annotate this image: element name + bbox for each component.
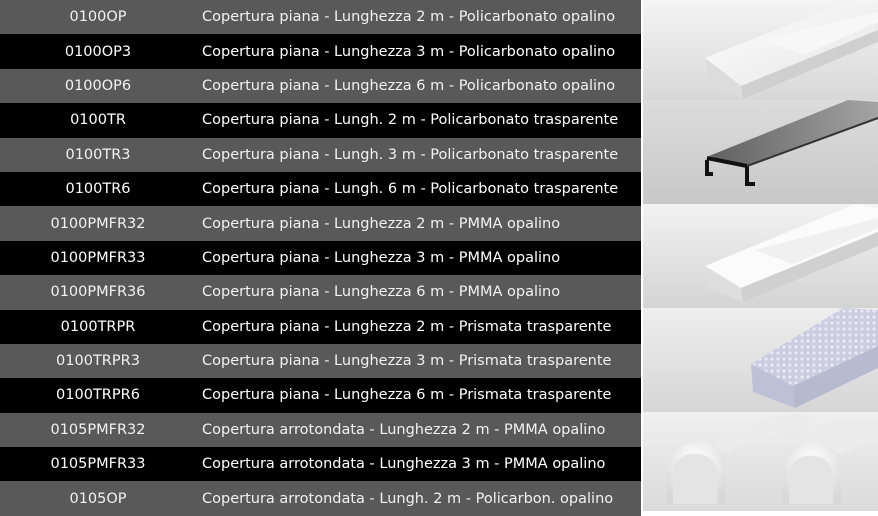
product-description: Copertura piana - Lunghezza 3 m - Policarbonato opalino (202, 43, 616, 60)
rounded-opal-cover-image (643, 412, 878, 511)
table-row (0, 206, 641, 240)
product-code: 0100PMFR33 (50, 249, 146, 266)
product-code: 0100TR (70, 112, 126, 129)
product-code: 0100OP6 (64, 77, 132, 94)
product-code: 0100TR3 (65, 146, 131, 163)
table-row (0, 447, 641, 481)
product-description: Copertura piana - Lunghezza 3 m - PMMA opalino (202, 249, 561, 266)
table-row (0, 344, 641, 378)
table-row (0, 0, 641, 34)
product-description: Copertura arrotondata - Lunghezza 3 m - PMMA opalino (202, 456, 606, 473)
product-code: 0100PMFR32 (50, 215, 146, 232)
product-description: Copertura piana - Lunghezza 6 m - PMMA opalino (202, 284, 561, 301)
flat-transparent-polycarbonate-cover-image (643, 100, 878, 204)
table-row (0, 413, 641, 447)
product-description: Copertura piana - Lunghezza 3 m - Prismata trasparente (202, 353, 612, 370)
table-row (0, 275, 641, 309)
product-code: 0100PMFR36 (50, 284, 146, 301)
product-description: Copertura piana - Lungh. 3 m - Policarbonato trasparente (202, 146, 619, 163)
product-code: 0105OP (69, 490, 127, 507)
product-code: 0100OP3 (64, 43, 132, 60)
product-images (643, 0, 878, 511)
product-code: 0100TRPR (60, 318, 136, 335)
product-code: 0100TR6 (65, 181, 131, 198)
product-description: Copertura arrotondata - Lunghezza 2 m - PMMA opalino (202, 421, 606, 438)
product-description: Copertura arrotondata - Lungh. 2 m - Policarbon. opalino (202, 490, 614, 507)
table-row (0, 34, 641, 68)
product-description: Copertura piana - Lungh. 2 m - Policarbonato trasparente (202, 112, 619, 129)
table-row (0, 241, 641, 275)
product-code: 0105PMFR33 (50, 456, 146, 473)
product-description: Copertura piana - Lunghezza 2 m - PMMA opalino (202, 215, 561, 232)
table-row (0, 138, 641, 172)
product-description: Copertura piana - Lunghezza 2 m - Prismata trasparente (202, 318, 612, 335)
product-description: Copertura piana - Lunghezza 2 m - Policarbonato opalino (202, 9, 616, 26)
product-description: Copertura piana - Lunghezza 6 m - Policarbonato opalino (202, 77, 616, 94)
product-code: 0100OP (69, 9, 127, 26)
table-row (0, 378, 641, 412)
product-description: Copertura piana - Lungh. 6 m - Policarbonato trasparente (202, 181, 619, 198)
table-row (0, 310, 641, 344)
flat-prismatic-transparent-cover-image (643, 308, 878, 412)
table-row (0, 172, 641, 206)
table-row (0, 103, 641, 137)
flat-opal-polycarbonate-cover-image (643, 0, 878, 100)
product-code: 0100TRPR3 (56, 353, 140, 370)
product-code: 0100TRPR6 (56, 387, 140, 404)
product-description: Copertura piana - Lunghezza 6 m - Prismata trasparente (202, 387, 612, 404)
product-code: 0105PMFR32 (50, 421, 146, 438)
flat-opal-pmma-cover-image (643, 204, 878, 308)
table-row (0, 69, 641, 103)
